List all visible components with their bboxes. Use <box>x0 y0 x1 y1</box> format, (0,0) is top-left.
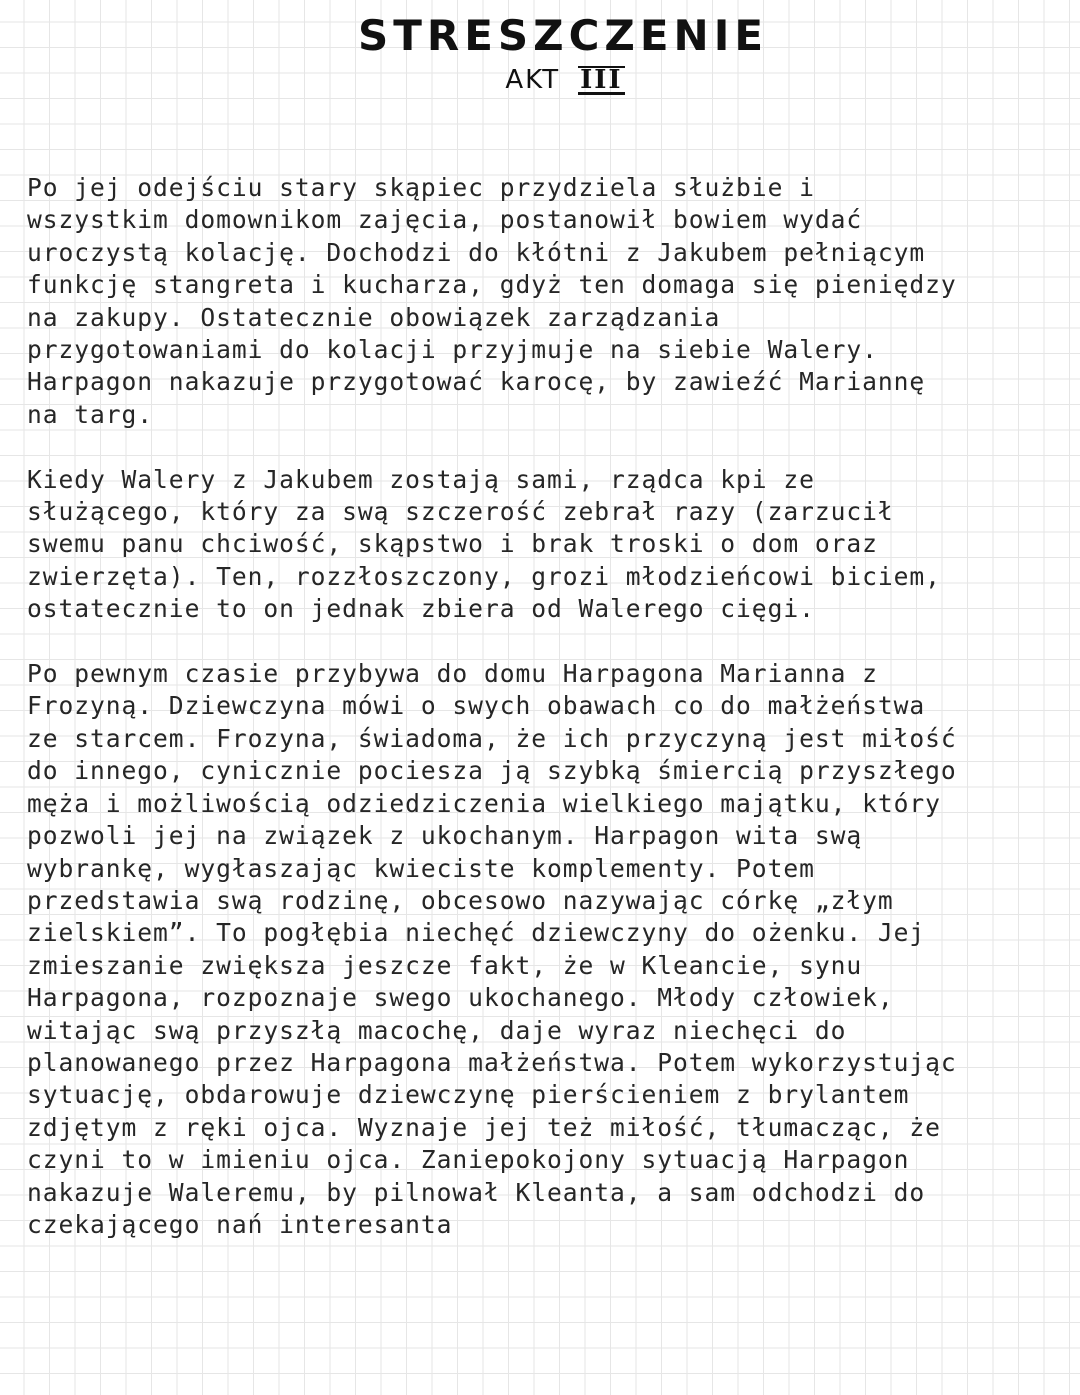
page-header <box>0 8 1080 98</box>
act-number: III <box>580 65 623 95</box>
act-label: AKT <box>505 65 561 95</box>
act-heading <box>50 62 1080 98</box>
paragraph-2: Kiedy Walery z Jakubem zostają sami, rządca kpi ze służącego, który za swą szczerość zebrał razy (zarzucił swemu panu chciwość, skąpstwo i brak troski o dom oraz zwierzęta). Ten, rozzłoszczony, grozi młodzieńcowi biciem, ostatecznie to on jednak zbiera od Walerego cięgi. <box>27 464 941 624</box>
paragraph-1: Po jej odejściu stary skąpiec przydziela służbie i wszystkim domownikom zajęcia, postanowił bowiem wydać uroczystą kolację. Dochodzi do kłótni z Jakubem pełniącym funkcję stangreta i kucharza, gdyż ten domaga się pieniędzy na zakupy. Ostatecznie obowiązek zarządzania przygotowaniami do kolacji przyjmuje na siebie Walery. Harpagon nakazuje przygotować karocę, by zawieźć Mariannę na targ. <box>27 173 957 429</box>
page-title: STRESZCZENIE <box>357 11 769 60</box>
paragraph-3: Po pewnym czasie przybywa do domu Harpagona Marianna z Frozyną. Dziewczyna mówi o swych obawach co do małżeństwa ze starcem. Frozyna, świadoma, że ich przyczyną jest miłość do innego, cynicznie pociesza ją szybką śmiercią przyszłego męża i możliwością odziedziczenia wielkiego majątku, który pozwoli jej na związek z ukochanym. Harpagon wita swą wybrankę, wygłaszając kwieciste komplementy. Potem przedstawia swą rodzinę, obcesowo nazywając córkę „złym zielskiem”. To pogłębia niechęć dziewczyny do ożenku. Jej zmieszanie zwiększa jeszcze fakt, że w Kleancie, synu Harpagona, rozpoznaje swego ukochanego. Młody człowiek, witając swą przyszłą macochę, daje wyraz niechęci do planowanego przez Harpagona małżeństwa. Potem wykorzystując sytuację, obdarowuje dziewczynę pierścieniem z brylantem zdjętym z ręki ojca. Wyznaje jej też miłość, tłumacząc, że czyni to w imieniu ojca. Zaniepokojony sytuacją Harpagon nakazuje Waleremu, by pilnował Kleanta, a sam odchodzi do czekającego nań interesanta <box>27 659 957 1239</box>
summary-text <box>27 172 1057 1274</box>
